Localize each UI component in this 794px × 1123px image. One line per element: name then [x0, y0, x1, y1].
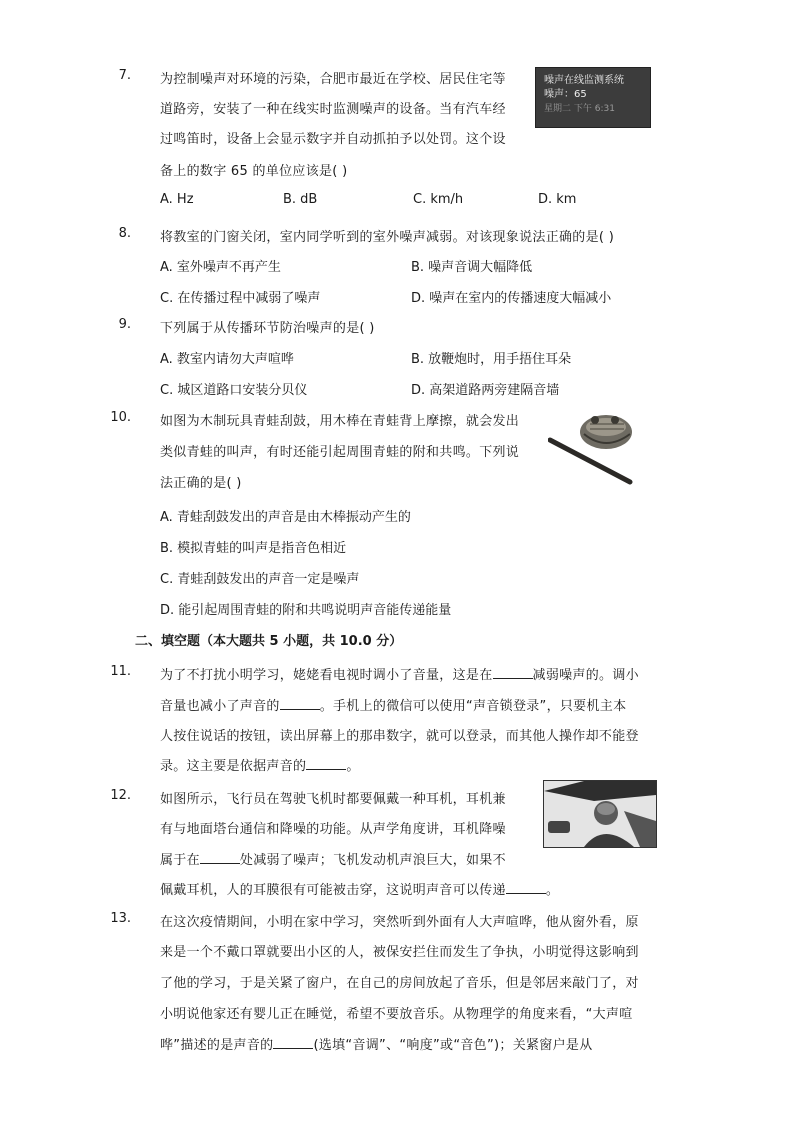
question-number: 11. [110, 664, 131, 679]
text-segment: 。 [545, 883, 560, 898]
answer-blank[interactable] [280, 697, 320, 710]
section-title: 二、填空题（本大题共 5 小题，共 10.0 分） [135, 634, 403, 649]
answer-blank[interactable] [506, 881, 546, 894]
monitor-time: 星期二 下午 6:31 [544, 104, 615, 114]
option-c: C. 在传播过程中减弱了噪声 [160, 291, 321, 306]
monitor-reading: 噪声：65 [544, 89, 587, 100]
question-text-line [160, 1034, 593, 1053]
option-b: B. dB [283, 192, 318, 207]
frog-guiro-photo [548, 402, 636, 488]
text-segment: 。手机上的微信可以使用“声音锁登录”，只要机主本 [319, 699, 627, 714]
answer-blank[interactable] [273, 1036, 313, 1049]
option-a: A. Hz [160, 192, 194, 207]
answer-blank[interactable] [493, 666, 533, 679]
text-segment: 音量也减小了声音的 [160, 699, 280, 714]
question-text-line: 有与地面塔台通信和降噪的功能。从声学角度讲，耳机降噪 [160, 822, 506, 837]
text-segment: (选填“音调”、“响度”或“音色”)；关紧窗户是从 [313, 1038, 593, 1053]
question-number: 7. [118, 68, 131, 83]
option-b: B. 放鞭炮时，用手捂住耳朵 [411, 352, 572, 367]
question-text-line [160, 849, 506, 868]
option-d: D. km [538, 192, 577, 207]
answer-blank[interactable] [306, 757, 346, 770]
text-segment: 佩戴耳机，人的耳膜很有可能被击穿，这说明声音可以传递 [160, 883, 506, 898]
text-segment: 处减弱了噪声；飞机发动机声浪巨大，如果不 [239, 853, 506, 868]
question-text-line: 人按住说话的按钮，读出屏幕上的那串数字，就可以登录，而其他人操作却不能登 [160, 729, 639, 744]
question-number: 9. [118, 317, 131, 332]
option-a: A. 室外噪声不再产生 [160, 260, 281, 275]
option-c: C. 青蛙刮鼓发出的声音一定是噪声 [160, 572, 360, 587]
option-b: B. 模拟青蛙的叫声是指音色相近 [160, 541, 347, 556]
question-number: 13. [110, 911, 131, 926]
option-d: D. 噪声在室内的传播速度大幅减小 [411, 291, 612, 306]
text-segment: 减弱噪声的。调小 [532, 668, 639, 683]
question-text-line: 如图为木制玩具青蛙刮鼓，用木棒在青蛙背上摩擦，就会发出 [160, 414, 520, 429]
option-d: D. 高架道路两旁建隔音墙 [411, 383, 560, 398]
question-text-line: 如图所示，飞行员在驾驶飞机时都要佩戴一种耳机，耳机兼 [160, 792, 506, 807]
question-text-line [160, 664, 639, 683]
question-text-line: 来是一个不戴口罩就要出小区的人，被保安拦住而发生了争执，小明觉得这影响到 [160, 945, 639, 960]
question-text-line [160, 695, 626, 714]
option-c: C. km/h [413, 192, 464, 207]
pilot-headset-photo [543, 780, 657, 848]
question-text-line: 为控制噪声对环境的污染，合肥市最近在学校、居民住宅等 [160, 72, 506, 87]
noise-monitor-photo [535, 67, 651, 128]
question-text-line: 备上的数字 65 的单位应该是( ) [160, 164, 348, 179]
question-text-line: 了他的学习，于是关紧了窗户，在自己的房间放起了音乐，但是邻居来敲门了，对 [160, 976, 639, 991]
question-stem: 下列属于从传播环节防治噪声的是( ) [160, 321, 375, 336]
question-text-line [160, 755, 360, 774]
answer-blank[interactable] [200, 851, 240, 864]
question-text-line: 小明说他家还有婴儿正在睡觉，希望不要放音乐。从物理学的角度来看，“大声喧 [160, 1007, 633, 1022]
question-stem: 将教室的门窗关闭，室内同学听到的室外噪声减弱。对该现象说法正确的是( ) [160, 230, 615, 245]
question-number: 8. [118, 226, 131, 241]
question-number: 10. [110, 410, 131, 425]
monitor-title: 噪声在线监测系统 [544, 75, 624, 86]
question-text-line: 过鸣笛时，设备上会显示数字并自动抓拍予以处罚。这个设 [160, 132, 506, 147]
option-c: C. 城区道路口安装分贝仪 [160, 383, 308, 398]
question-text-line [160, 879, 559, 898]
option-a: A. 教室内请勿大声喧哗 [160, 352, 294, 367]
text-segment: 哗”描述的是声音的 [160, 1038, 274, 1053]
question-text-line: 道路旁，安装了一种在线实时监测噪声的设备。当有汽车经 [160, 102, 506, 117]
question-text-line: 在这次疫情期间，小明在家中学习，突然听到外面有人大声喧哗，他从窗外看，原 [160, 915, 639, 930]
question-number: 12. [110, 788, 131, 803]
text-segment: 属于在 [160, 853, 200, 868]
option-b: B. 噪声音调大幅降低 [411, 260, 533, 275]
text-segment: 。 [346, 759, 360, 774]
option-d: D. 能引起周围青蛙的附和共鸣说明声音能传递能量 [160, 603, 452, 618]
option-a: A. 青蛙刮鼓发出的声音是由木棒振动产生的 [160, 510, 411, 525]
question-text-line: 类似青蛙的叫声，有时还能引起周围青蛙的附和共鸣。下列说 [160, 445, 520, 460]
text-segment: 为了不打扰小明学习，姥姥看电视时调小了音量，这是在 [160, 668, 493, 683]
text-segment: 录。这主要是依据声音的 [160, 759, 307, 774]
question-text-line: 法正确的是( ) [160, 476, 242, 491]
